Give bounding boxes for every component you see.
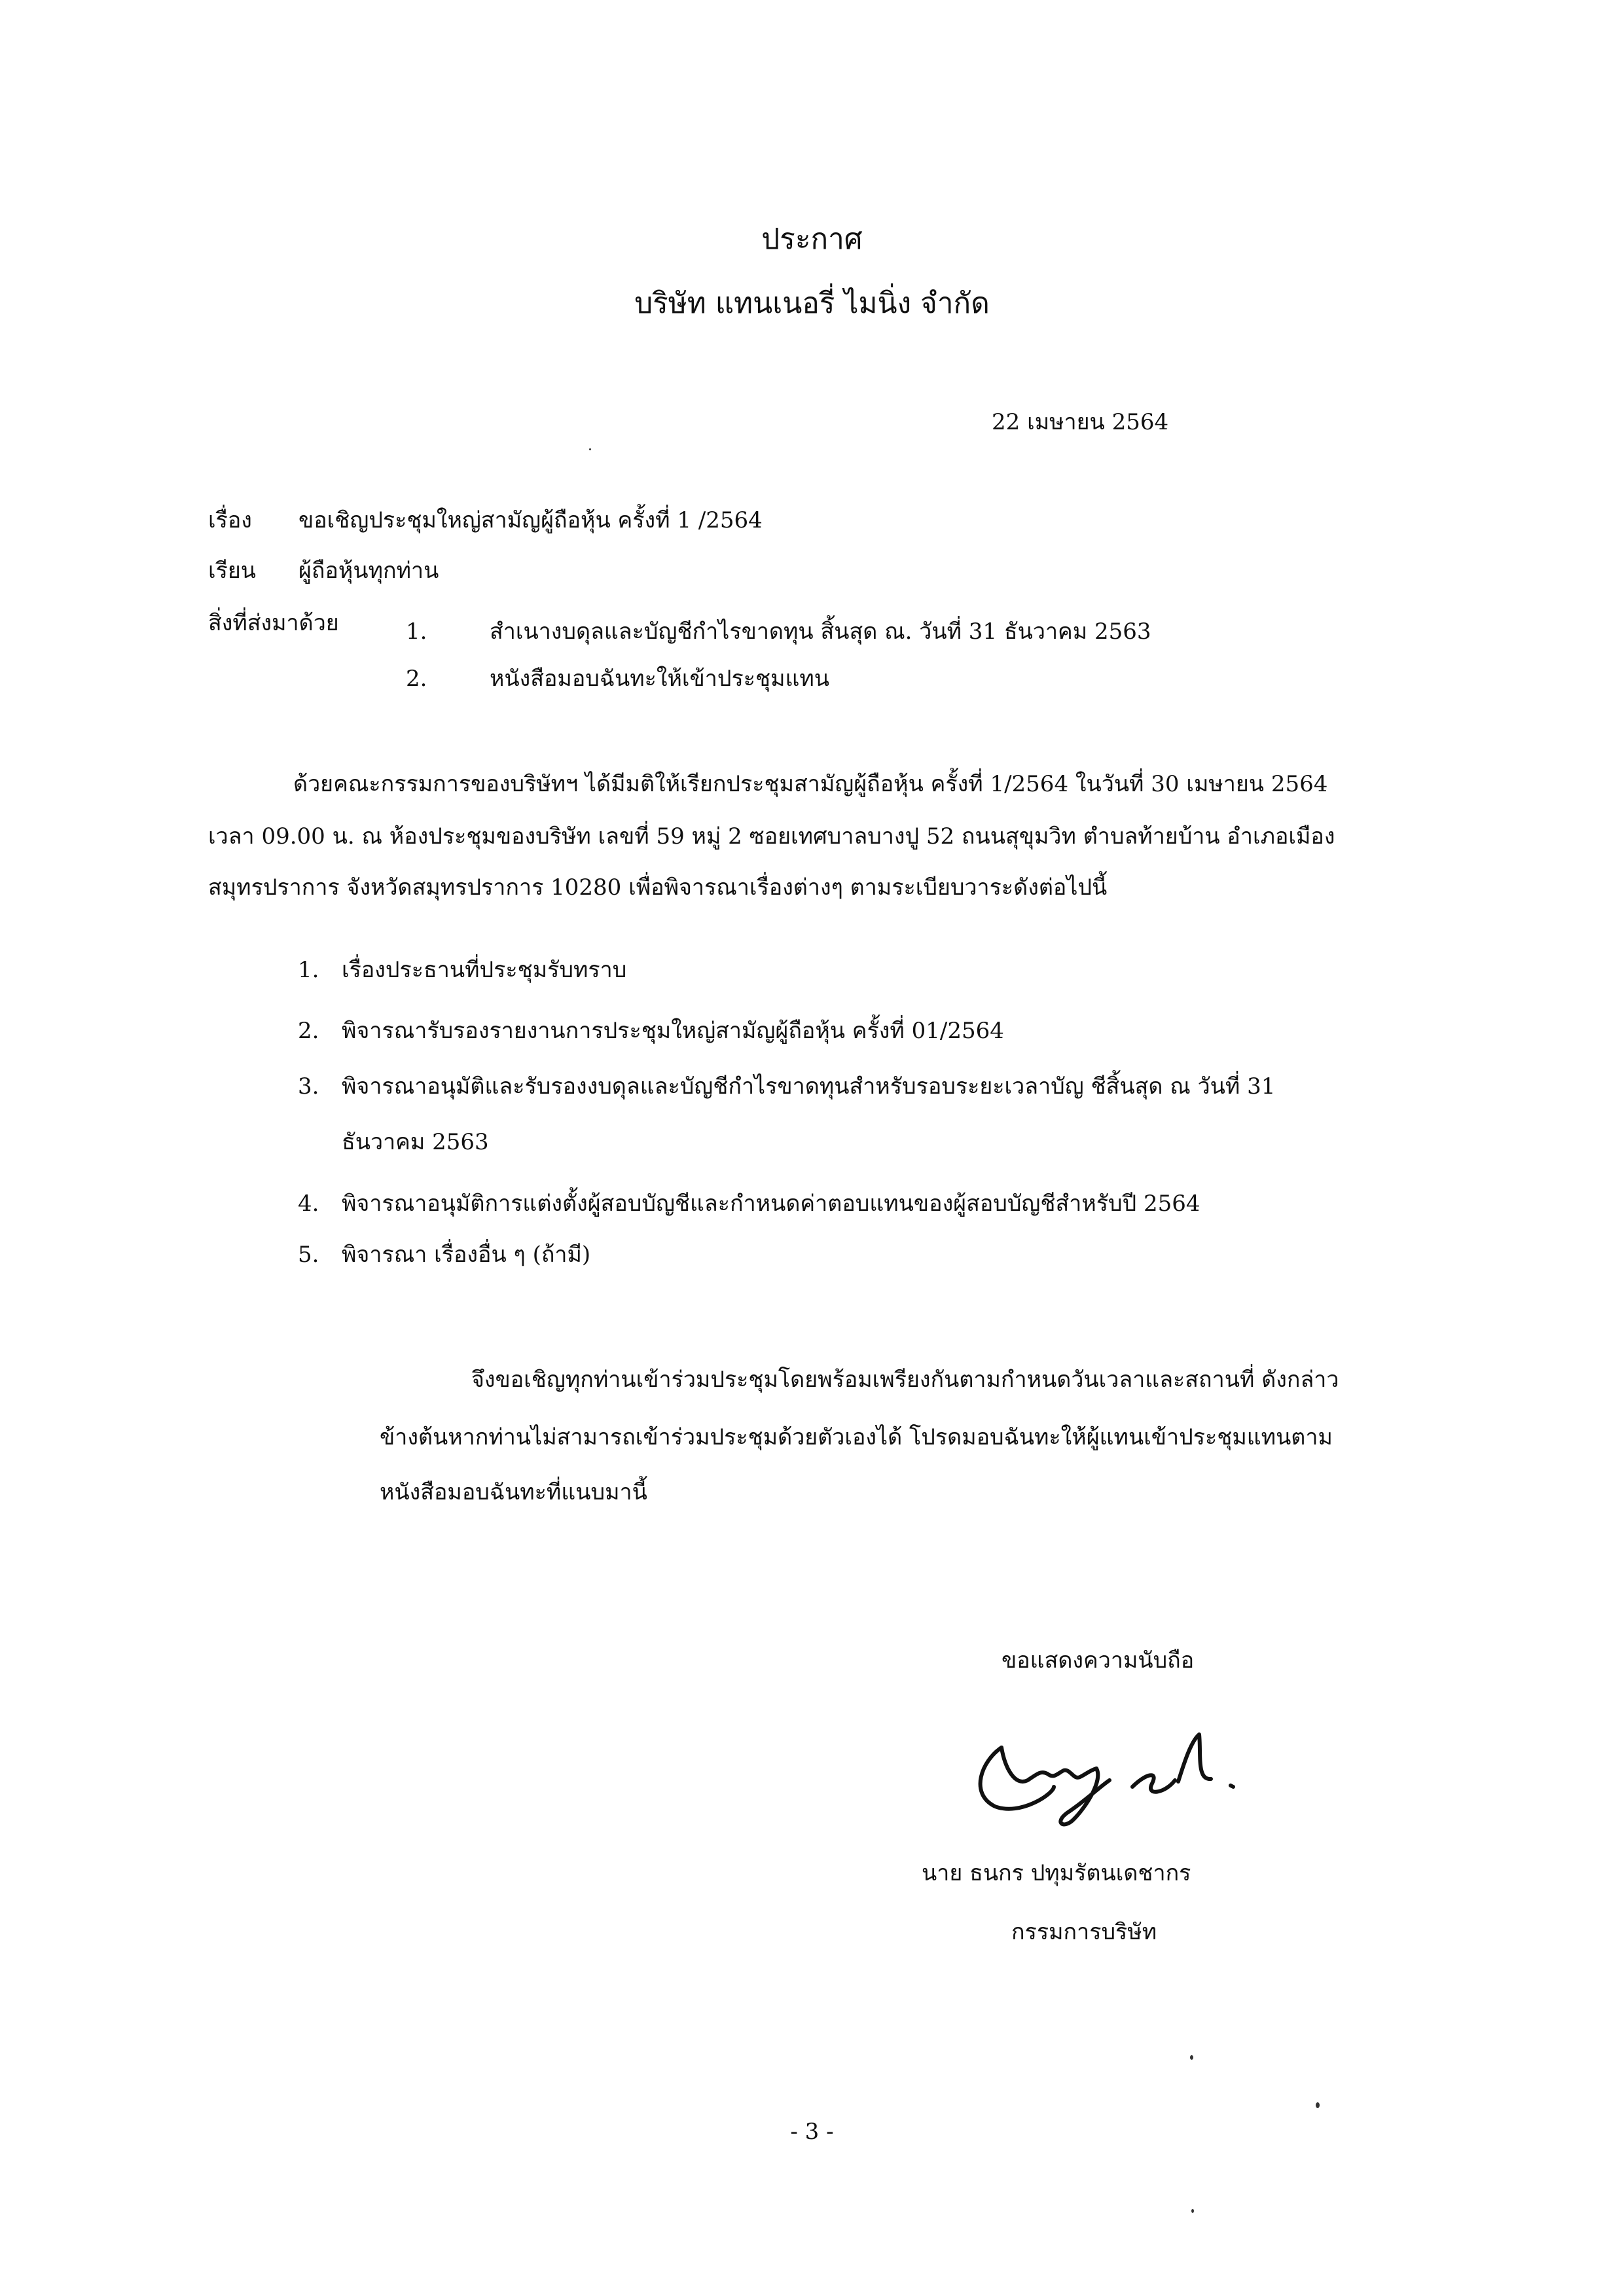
enclosure-1-text: สำเนางบดุลและบัญชีกำไรขาดทุน สิ้นสุด ณ. วันที่ 31 ธันวาคม 2563 [490, 619, 1151, 645]
scan-speck [589, 448, 591, 450]
agenda-2-text: พิจารณารับรองรายงานการประชุมใหญ่สามัญผู้ถือหุ้น ครั้งที่ 01/2564 [342, 1018, 1004, 1044]
agenda-3-num: 3. [298, 1073, 319, 1100]
enclosure-label: สิ่งที่ส่งมาด้วย [208, 610, 339, 636]
document-title: ประกาศ [761, 223, 863, 256]
enclosure-1-num: 1. [406, 619, 427, 645]
subject-label: เรื่อง [208, 507, 252, 533]
closing-line-3: หนังสือมอบฉันทะที่แนบมานี้ [380, 1479, 647, 1505]
agenda-4-text: พิจารณาอนุมัติการแต่งตั้งผู้สอบบัญชีและกำหนดค่าตอบแทนของผู้สอบบัญชีสำหรับปี 2564 [342, 1191, 1200, 1217]
intro-line-3: สมุทรปราการ จังหวัดสมุทรปราการ 10280 เพื่อพิจารณาเรื่องต่างๆ ตามระเบียบวาระดังต่อไปนี้ [208, 874, 1108, 901]
signature-image [956, 1708, 1296, 1839]
intro-line-1: ด้วยคณะกรรมการของบริษัทฯ ได้มีมติให้เรียกประชุมสามัญผู้ถือหุ้น ครั้งที่ 1/2564 ในวันที่ 30 เมษายน 2564 [293, 771, 1328, 797]
company-name: บริษัท แทนเนอรี่ ไมนิ่ง จำกัด [634, 287, 990, 320]
agenda-4-num: 4. [298, 1191, 319, 1217]
to-label: เรียน [208, 558, 257, 584]
scan-speck [1190, 2055, 1193, 2060]
intro-line-2: เวลา 09.00 น. ณ ห้องประชุมของบริษัท เลขที่ 59 หมู่ 2 ซอยเทศบาลบางปู 52 ถนนสุขุมวิท ตำบลท้ายบ้าน อำเภอเมือง [208, 823, 1335, 850]
subject-text: ขอเชิญประชุมใหญ่สามัญผู้ถือหุ้น ครั้งที่ 1 /2564 [298, 507, 763, 533]
regards-text: ขอแสดงความนับถือ [1001, 1647, 1195, 1674]
document-date: 22 เมษายน 2564 [992, 409, 1169, 435]
scan-speck [1316, 2102, 1320, 2108]
agenda-1-text: เรื่องประธานที่ประชุมรับทราบ [342, 957, 627, 983]
signatory-position: กรรมการบริษัท [1011, 1919, 1157, 1945]
agenda-3-continued: ธันวาคม 2563 [342, 1129, 489, 1155]
enclosure-2-num: 2. [406, 666, 427, 692]
agenda-5-text: พิจารณา เรื่องอื่น ๆ (ถ้ามี) [342, 1242, 591, 1268]
closing-line-1: จึงขอเชิญทุกท่านเข้าร่วมประชุมโดยพร้อมเพรียงกันตามกำหนดวันเวลาและสถานที่ ดังกล่าว [471, 1367, 1339, 1393]
agenda-2-num: 2. [298, 1018, 319, 1044]
page-number: - 3 - [790, 2119, 834, 2145]
agenda-1-num: 1. [298, 957, 319, 983]
closing-line-2: ข้างต้นหากท่านไม่สามารถเข้าร่วมประชุมด้วยตัวเองได้ โปรดมอบฉันทะให้ผู้แทนเข้าประชุมแทนตาม [380, 1424, 1333, 1450]
scan-speck [1191, 2209, 1194, 2213]
agenda-5-num: 5. [298, 1242, 319, 1268]
agenda-3-text: พิจารณาอนุมัติและรับรองงบดุลและบัญชีกำไรขาดทุนสำหรับรอบระยะเวลาบัญ ชีสิ้นสุด ณ วันที่ 31 [342, 1073, 1276, 1100]
enclosure-2-text: หนังสือมอบฉันทะให้เข้าประชุมแทน [490, 666, 830, 692]
signatory-name: นาย ธนกร ปทุมรัตนเดชากร [922, 1860, 1191, 1886]
to-text: ผู้ถือหุ้นทุกท่าน [298, 558, 439, 584]
